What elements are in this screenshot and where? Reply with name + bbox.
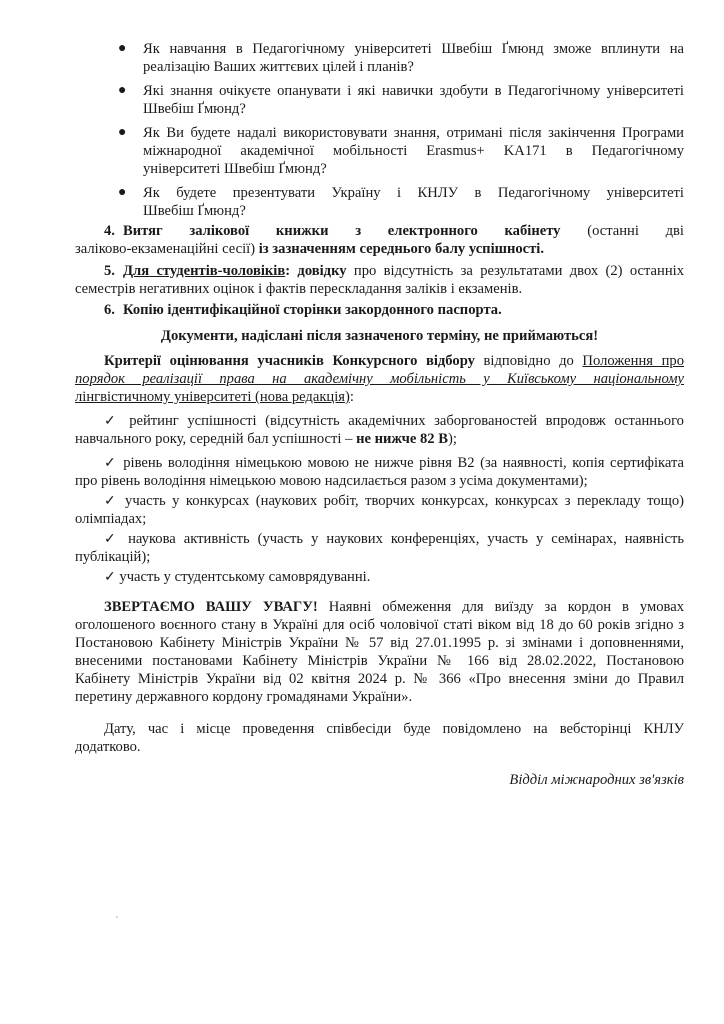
attention-line: Кабінету Міністрів України від 02 квітня 2024 р. № 366 «Про внесення зміни до Правил [75, 671, 684, 687]
criteria-colon: : [349, 389, 354, 405]
criteria-line1 [104, 352, 684, 370]
bullet-item-line: Як навчання в Педагогічному університеті Швебіш Ґмюнд зможе вплинути на [143, 41, 684, 57]
bullet-icon: ● [118, 125, 127, 140]
bullet-item-line: Як будете презентувати Україну і КНЛУ в Педагогічному університеті [143, 185, 684, 201]
check-item-line [104, 492, 684, 511]
item-number: 5. [104, 263, 115, 279]
item-4-sessions: заліково-екзаменаційні сесії) [75, 241, 256, 257]
check-item-line [75, 430, 457, 448]
check-item-text: навчального року, середній бал успішності – [75, 431, 353, 447]
check-mark-icon: ✓ [104, 494, 119, 509]
criteria-according: відповідно до [483, 353, 574, 369]
item-4-average: із зазначенням середнього балу успішності. [258, 241, 545, 257]
check-item-line: про рівень володіння німецькою мовою надсилається разом з усіма документами); [75, 473, 588, 489]
item-5-line2: семестрів негативних оцінок і фактів перескладання заліків і екзаменів. [75, 281, 523, 297]
item-5-description: про відсутність за результатами двох (2) останніх [353, 263, 684, 279]
bullet-item-line: реалізацію Ваших життєвих цілей і планів? [143, 59, 414, 75]
interview-line: Дату, час і місце проведення співбесіди буде повідомлено на вебсторінці КНЛУ [104, 721, 684, 737]
check-item-text: участь у конкурсах (наукових робіт, творчих конкурсах, конкурсах з перекладу тощо) [125, 493, 684, 509]
bullet-item-line: Швебіш Ґмюнд? [143, 203, 246, 219]
item-4-line1 [123, 222, 684, 240]
check-item-line [104, 568, 370, 587]
bullet-icon: ● [118, 41, 127, 56]
attention-line [104, 598, 684, 616]
bullet-icon: ● [118, 83, 127, 98]
attention-line: перетину державного кордону громадянами України». [75, 689, 413, 705]
check-item-line: олімпіадах; [75, 511, 147, 527]
check-item-line [104, 530, 684, 549]
attention-line: внесеними постановами Кабінету Міністрів України № 166 від 28.02.2022, Постановою [75, 653, 684, 669]
attention-line: Постановою Кабінету Міністрів України № 57 від 27.01.1995 р. зі змінами і доповненнями, [75, 635, 684, 651]
department-signature: Відділ міжнародних зв'язків [509, 772, 684, 788]
check-item-line [104, 412, 684, 431]
bullet-icon: ● [118, 185, 127, 200]
deadline-notice: Документи, надіслані після зазначеного терміну, не приймаються! [160, 328, 599, 344]
bullet-item-line: університеті Швебіш Ґмюнд? [143, 161, 327, 177]
attention-line: оголошеного воєнного стану в Україні для осіб чоловічої статі віком від 18 до 60 років згідно з [75, 617, 684, 633]
bullet-item-line: міжнародної академічної мобільності Erasmus+ KA171 в Педагогічному [143, 143, 684, 159]
check-mark-icon: ✓ [104, 414, 121, 429]
regulation-link[interactable]: Положення про [582, 353, 684, 369]
check-item-line: публікацій); [75, 549, 151, 565]
check-mark-icon: ✓ [104, 532, 121, 547]
bullet-item-line: Які знання очікуєте опанувати і які навички здобути в Педагогічному університеті [143, 83, 684, 99]
attention-text: Наявні обмеження для виїзду за кордон в умовах [328, 599, 684, 615]
item-number: 6. [104, 302, 115, 318]
item-4-line2 [75, 240, 544, 258]
check-item-text: участь у студентському самоврядуванні. [119, 569, 371, 585]
item-6-text: Копію ідентифікаційної сторінки закордонного паспорта. [123, 302, 502, 318]
item-5-certificate: : довідку [285, 263, 347, 279]
check-item-text: рейтинг успішності (відсутність академічних заборгованостей впродовж останнього [129, 413, 684, 429]
item-4-note: (останні дві [587, 223, 684, 239]
check-item-text: ); [447, 431, 457, 447]
attention-heading: ЗВЕРТАЄМО ВАШУ УВАГУ! [104, 599, 318, 615]
check-item-text: наукова активність (участь у наукових конференціях, участь у семінарах, наявність [128, 531, 685, 547]
regulation-link[interactable]: порядок реалізації права на академічну мобільність у Київському національному [75, 371, 684, 387]
criteria-title: Критерії оцінювання учасників Конкурсного відбору [104, 353, 475, 369]
scan-artifact [116, 916, 118, 918]
item-5-target: Для студентів-чоловіків [123, 263, 286, 279]
item-number: 4. [104, 223, 115, 239]
check-item-line [104, 454, 684, 473]
bullet-item-line: Як Ви будете надалі використовувати знання, отримані після закінчення Програми [143, 125, 684, 141]
regulation-link[interactable]: лінгвістичному університеті (нова редакція) [75, 389, 350, 405]
item-4-title: Витяг залікової книжки з електронного кабінету [123, 223, 561, 239]
interview-line: додатково. [75, 739, 141, 755]
check-mark-icon: ✓ [104, 456, 118, 471]
check-item-score: не нижче 82 B [356, 431, 448, 447]
bullet-item-line: Швебіш Ґмюнд? [143, 101, 246, 117]
check-item-text: рівень володіння німецькою мовою не нижче рівня В2 (за наявності, копія сертифіката [123, 455, 684, 471]
check-mark-icon: ✓ [104, 570, 116, 585]
item-5-line1 [123, 262, 684, 280]
criteria-line3 [75, 388, 354, 406]
